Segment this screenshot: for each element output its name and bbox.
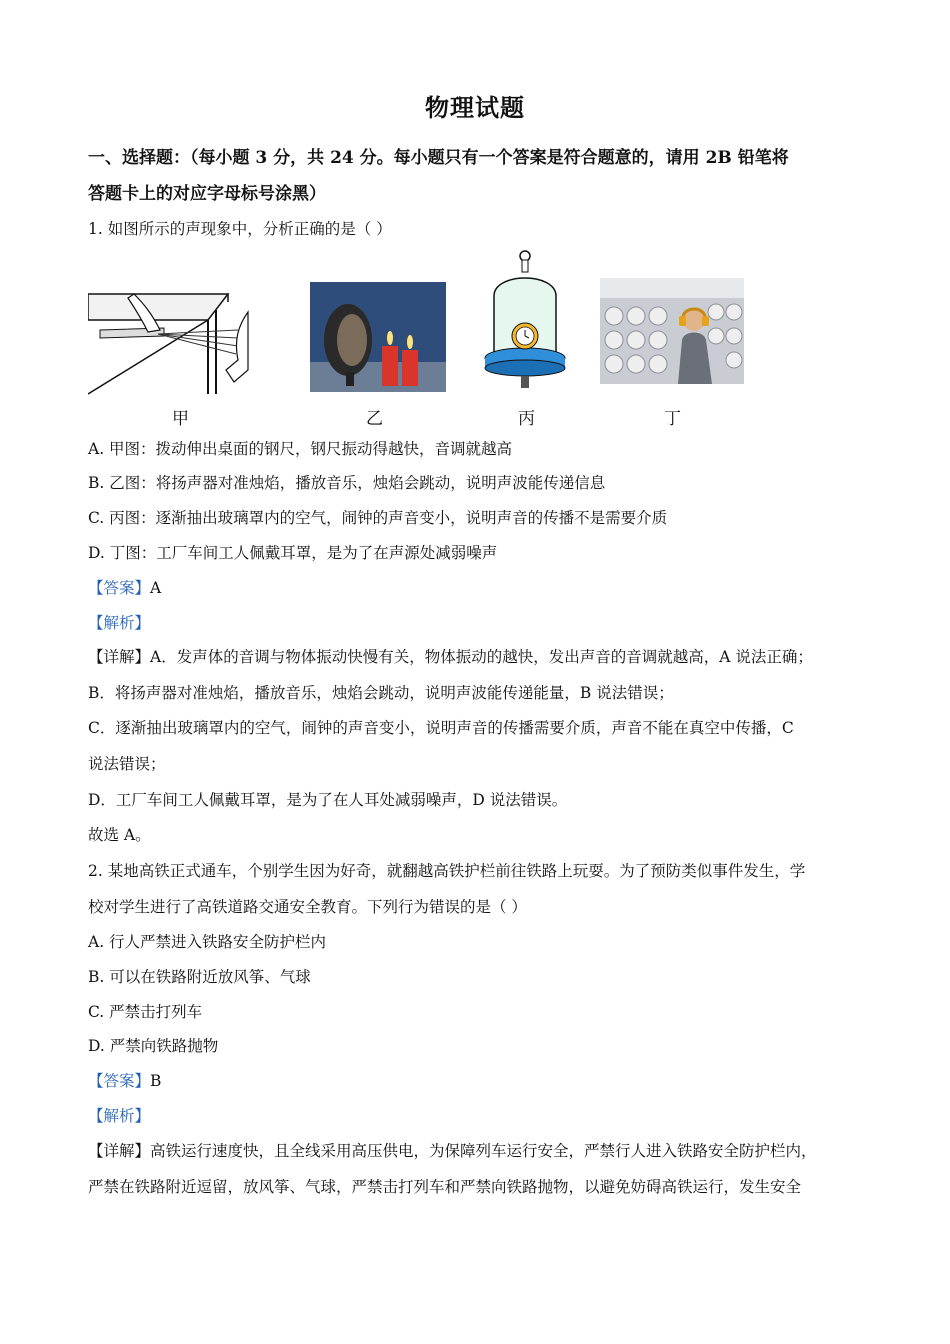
detail-text: A．发声体的音调与物体振动快慢有关，物体振动的越快，发出声音的音调就越高，A 说法正确；	[150, 648, 813, 666]
q2-detail-line-2: 严禁在铁路附近逗留，放风筝、气球，严禁击打列车和严禁向铁路抛物，以避免妨碍高铁运行，发生安全	[88, 1178, 802, 1196]
caption-jia: 甲	[172, 409, 189, 429]
factory-worker-photo	[600, 278, 744, 384]
answer-tag: 【答案】	[88, 579, 151, 597]
caption-yi: 乙	[366, 409, 383, 429]
q2-stem-line-1: 2. 某地高铁正式通车，个别学生因为好奇，就翻越高铁护栏前往铁路上玩耍。为了预防类似事件发生，学	[88, 862, 806, 880]
speaker-candles-photo	[310, 282, 446, 392]
q1-analysis-tag	[88, 612, 150, 634]
section-heading-line-1: 一、选择题：（每小题 3 分，共 24 分。每小题只有一个答案是符合题意的，请用 2B 铅笔将	[88, 148, 789, 168]
q2-detail-line-1	[88, 1140, 817, 1162]
answer-value: B	[150, 1072, 162, 1090]
answer-value: A	[150, 579, 162, 597]
q1-option-c: C. 丙图：逐渐抽出玻璃罩内的空气，闹钟的声音变小，说明声音的传播不是需要介质	[88, 509, 668, 527]
q1-figures	[88, 246, 748, 426]
q1-option-b: B. 乙图：将扬声器对准烛焰，播放音乐，烛焰会跳动，说明声波能传递信息	[88, 474, 606, 492]
q1-answer	[88, 577, 161, 599]
q1-detail-line-2: B．将扬声器对准烛焰，播放音乐，烛焰会跳动，说明声波能传递能量，B 说法错误；	[88, 684, 674, 702]
q1-detail-line-3: C．逐渐抽出玻璃罩内的空气，闹钟的声音变小，说明声音的传播需要介质，声音不能在真空中传播，C	[88, 719, 794, 737]
q2-option-b: B. 可以在铁路附近放风筝、气球	[88, 968, 311, 986]
q1-detail-line-5: D．工厂车间工人佩戴耳罩，是为了在人耳处减弱噪声，D 说法错误。	[88, 791, 568, 809]
q2-option-d: D. 严禁向铁路抛物	[88, 1037, 219, 1055]
bell-jar-clock-figure	[484, 246, 566, 392]
q1-detail-line-6: 故选 A。	[88, 826, 151, 844]
detail-tag: 【详解】	[88, 648, 151, 666]
q1-detail-line-4: 说法错误；	[88, 755, 166, 773]
detail-text: 高铁运行速度快，且全线采用高压供电，为保障列车运行安全，严禁行人进入铁路安全防护栏内，	[150, 1142, 817, 1160]
analysis-tag: 【解析】	[88, 614, 151, 632]
page-title: 物理试题	[425, 93, 525, 122]
q2-analysis-tag	[88, 1105, 150, 1127]
q1-stem: 1. 如图所示的声现象中，分析正确的是（ ）	[88, 220, 392, 238]
q1-option-d: D. 丁图：工厂车间工人佩戴耳罩，是为了在声源处减弱噪声	[88, 544, 498, 562]
q1-option-a: A. 甲图：拨动伸出桌面的钢尺，钢尺振动得越快，音调就越高	[88, 440, 513, 458]
answer-tag: 【答案】	[88, 1072, 151, 1090]
q2-option-a: A. 行人严禁进入铁路安全防护栏内	[88, 933, 327, 951]
q1-detail-line-1	[88, 646, 813, 668]
caption-ding: 丁	[664, 409, 681, 429]
q2-answer	[88, 1070, 161, 1092]
caption-bing: 丙	[518, 409, 535, 429]
section-heading-line-2: 答题卡上的对应字母标号涂黑）	[88, 184, 326, 204]
q2-stem-line-2: 校对学生进行了高铁道路交通安全教育。下列行为错误的是（ ）	[88, 898, 527, 916]
analysis-tag: 【解析】	[88, 1107, 151, 1125]
ruler-table-figure	[88, 290, 258, 396]
q2-option-c: C. 严禁击打列车	[88, 1003, 203, 1021]
detail-tag: 【详解】	[88, 1142, 151, 1160]
